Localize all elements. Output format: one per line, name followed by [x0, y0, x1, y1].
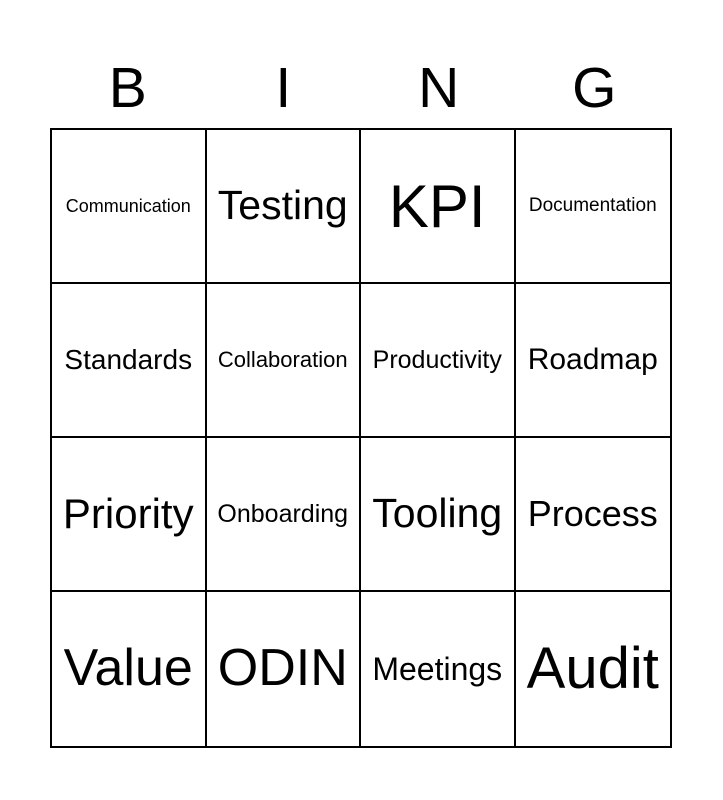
bingo-cell-r4c3 [361, 592, 516, 746]
cell-label: Process [527, 493, 658, 535]
bingo-cell-r2c3 [361, 284, 516, 438]
cell-label: Tooling [372, 490, 503, 537]
bingo-cell-r4c2 [207, 592, 362, 746]
header-letter-n: N [418, 56, 460, 120]
cell-label: Onboarding [217, 499, 349, 528]
bingo-cell-r1c4 [516, 130, 671, 284]
cell-label: ODIN [217, 639, 348, 698]
header-letter-b: B [108, 56, 147, 120]
cell-label: Productivity [372, 345, 502, 374]
bingo-cell-r1c3 [361, 130, 516, 284]
bingo-grid [50, 128, 672, 748]
cell-label: Testing [217, 182, 348, 229]
cell-label: Collaboration [217, 347, 348, 373]
bingo-cell-r4c1 [52, 592, 207, 746]
cell-label: KPI [388, 172, 486, 240]
bingo-header [50, 58, 672, 118]
bingo-cell-r2c2 [207, 284, 362, 438]
cell-label: Audit [526, 635, 659, 701]
bingo-cell-r1c2 [207, 130, 362, 284]
cell-label: Standards [64, 343, 193, 375]
header-letter-i: I [275, 56, 292, 120]
bingo-cell-r2c4 [516, 284, 671, 438]
cell-label: Communication [65, 195, 191, 216]
bingo-cell-r3c3 [361, 438, 516, 592]
bingo-cell-r2c1 [52, 284, 207, 438]
cell-label: Value [63, 639, 193, 698]
cell-label: Roadmap [527, 342, 658, 376]
cell-label: Meetings [372, 650, 503, 687]
cell-label: Priority [62, 489, 194, 537]
cell-label: Documentation [528, 195, 657, 217]
bingo-cell-r3c2 [207, 438, 362, 592]
bingo-cell-r1c1 [52, 130, 207, 284]
bingo-cell-r3c4 [516, 438, 671, 592]
bingo-cell-r4c4 [516, 592, 671, 746]
bingo-cell-r3c1 [52, 438, 207, 592]
header-letter-g: G [572, 56, 617, 120]
